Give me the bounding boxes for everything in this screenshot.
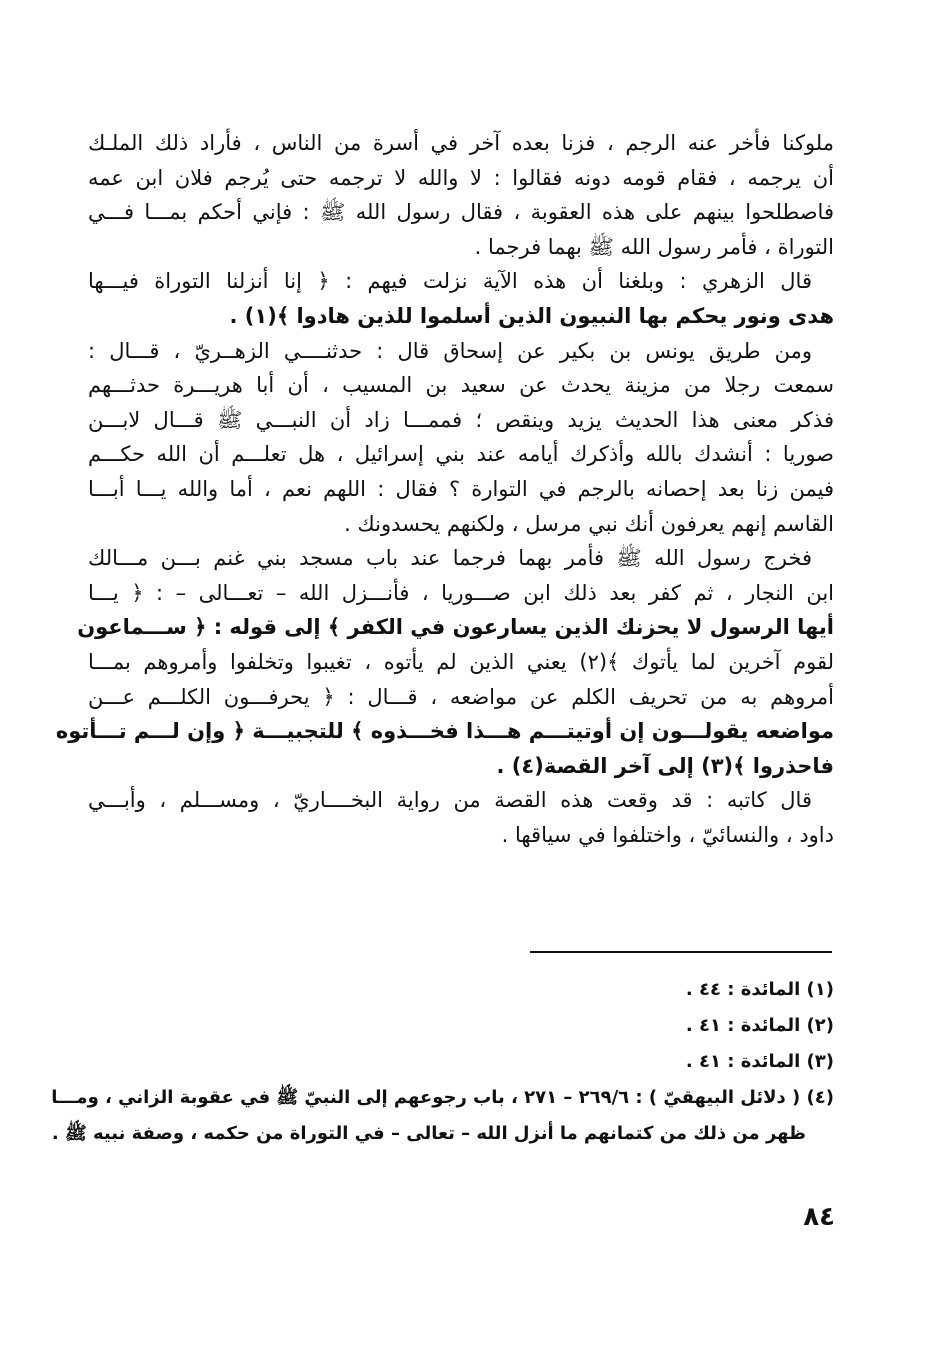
footnotes <box>51 972 834 1152</box>
text-line-15: أيها الرسول لا يحزنك الذين يسارعون في الكفر ﴾ إلى قوله : ﴿ ســـماعون <box>77 615 834 640</box>
text-line-5: قال الزهري : وبلغنا أن هذه الآية نزلت فيهم : ﴿ إنا أنزلنا التوراة فيـــها <box>88 269 812 294</box>
footnote-separator <box>530 951 832 953</box>
text-line-17: أمروهم به من تحريف الكلم عن مواضعه ، قـــال : ﴿ يحرفـــون الكلـــم عـــن <box>88 684 834 709</box>
text-line-2: أن يرجمه ، فقام قومه دونه فقالوا : لا والله لا ترجمه حتى يُرجم فلان ابن عمه <box>88 165 834 190</box>
text-line-19: فاحذروا ﴾(٣) إلى آخر القصة(٤) . <box>496 753 834 778</box>
main-text <box>55 126 834 852</box>
footnote-1: (١) المائدة : ٤٤ . <box>685 979 834 1000</box>
text-line-12: القاسم إنهم يعرفون أنك نبي مرسل ، ولكنهم يحسدونك . <box>344 511 834 536</box>
footnote-4-continuation: ظهر من ذلك من كتمانهم ما أنزل الله – تعالى – في التوراة من حكمه ، وصفة نبيه ﷺ . <box>51 1123 806 1144</box>
text-line-9: فذكر معنى هذا الحديث يزيد وينقص ؛ فممـــا زاد أن النبـــي ﷺ قـــال لابـــن <box>88 407 834 432</box>
text-line-10: صوريا : أنشدك بالله وأذكرك أيامه عند بني إسرائيل ، هل تعلـــم أن الله حكـــم <box>88 442 834 467</box>
text-line-14: ابن النجار ، ثم كفر بعد ذلك ابن صـــوريا ، فأنـــزل الله – تعـــالى – : ﴿ يـــا <box>88 580 834 605</box>
text-line-7: ومن طريق يونس بن بكير عن إسحاق قال : حدثنــــي الزهــريّ ، قـــال : <box>88 338 812 363</box>
text-line-8: سمعت رجلا من مزينة يحدث عن سعيد بن المسيب ، أن أبا هريـــرة حدثـــهم <box>88 373 834 398</box>
page-number: ٨٤ <box>803 1202 835 1232</box>
footnote-3: (٣) المائدة : ٤١ . <box>685 1051 834 1072</box>
text-line-11: فيمن زنا بعد إحصانه بالرجم في التوارة ؟ فقال : اللهم نعم ، أما والله يـــا أبـــا <box>88 476 834 501</box>
text-line-20: قال كاتبه : قد وقعت هذه القصة من رواية البخــــاريّ ، ومســـلم ، وأبـــي <box>88 788 812 813</box>
text-line-16: لقوم آخرين لما يأتوك ﴾(٢) يعني الذين لم يأتوه ، تغيبوا وتخلفوا وأمروهم بمـــا <box>88 649 834 674</box>
text-line-4: التوراة ، فأمر رسول الله ﷺ بهما فرجما . <box>474 234 834 259</box>
text-line-21: داود ، والنسائيّ ، واختلفوا في سياقها . <box>501 822 834 847</box>
text-line-1: ملوكنا فأخر عنه الرجم ، فزنا بعده آخر في أسرة من الناس ، فأراد ذلك الملـك <box>88 131 834 155</box>
text-line-3: فاصطلحوا بينهم على هذه العقوبة ، فقال رسول الله ﷺ : فإني أحكم بمـــا فـــي <box>88 200 834 225</box>
footnote-4: (٤) ( دلائل البيهقيّ ) : ٢٦٩/٦ – ٢٧١ ، باب رجوعهم إلى النبيّ ﷺ في عقوبة الزاني ، ومـــا <box>51 1087 834 1108</box>
text-line-6: هدى ونور يحكم بها النبيون الذين أسلموا للذين هادوا ﴾(١) . <box>229 303 834 328</box>
footnote-2: (٢) المائدة : ٤١ . <box>685 1015 834 1036</box>
text-line-18: مواضعه يقولـــون إن أوتيتـــم هـــذا فخـــذوه ﴾ للتجبيـــة ﴿ وإن لـــم تـــأتوه <box>55 719 834 744</box>
text-line-13: فخرج رسول الله ﷺ فأمر بهما فرجما عند باب مسجد بني غنم بـــن مـــالك <box>88 546 812 571</box>
